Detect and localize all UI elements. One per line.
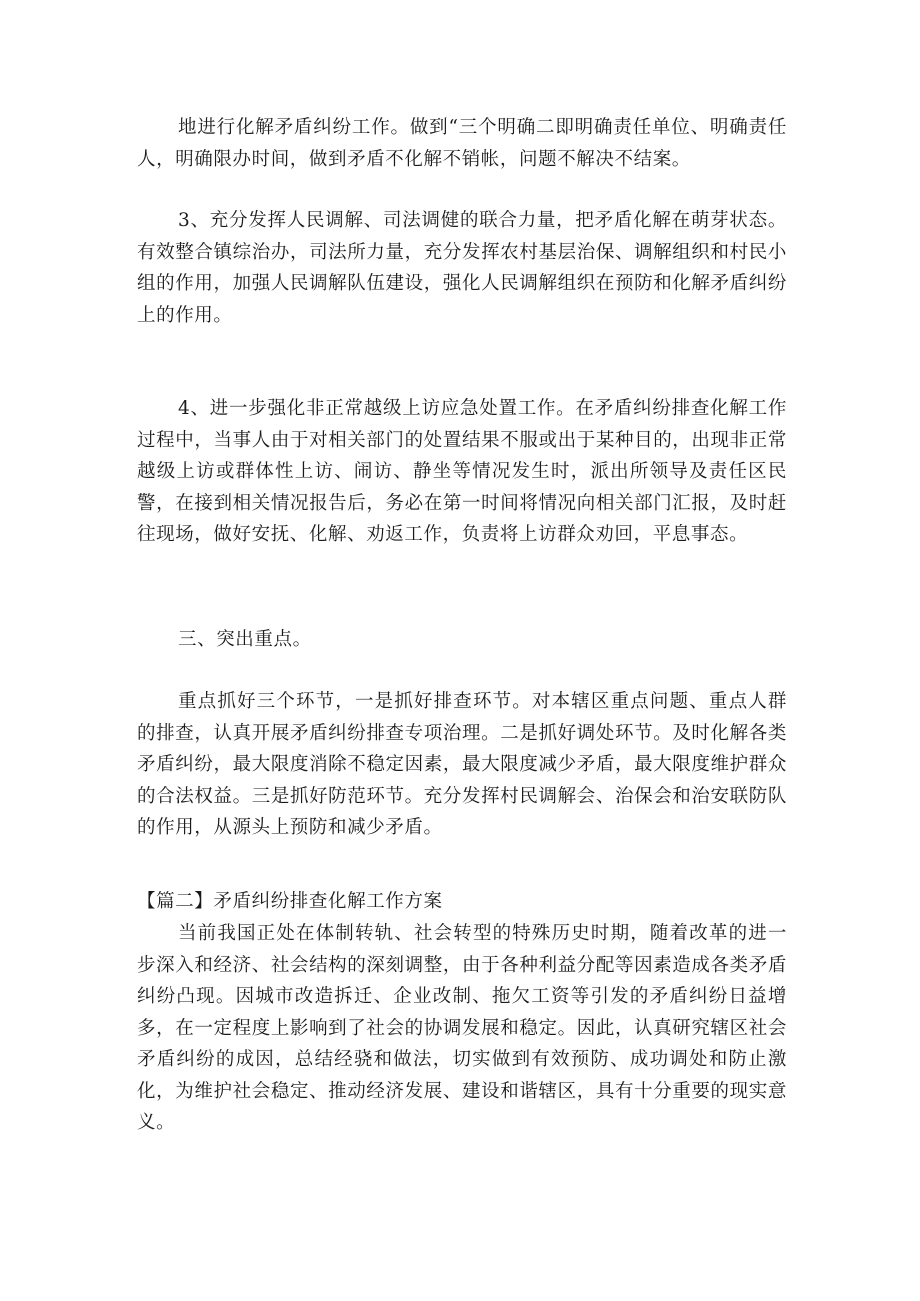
paragraph-section-intro: 当前我国正处在体制转轨、社会转型的特殊历史时期，随着改革的进一步深入和经济、社会结构的深刻调整，由于各种利益分配等因素造成各类矛盾纠纷凸现。因城市改造拆迁、企业改制、拖欠工资等引发的矛盾纠纷日益增多，在一定程度上影响到了社会的协调发展和稳定。因此，认真研究辖区社会矛盾纠纷的成因，总结经骁和做法，切实做到有效预防、成功调处和防止激化，为维护社会稳定、推动经济发展、建设和谐辖区，具有十分重要的现实意义。 (137, 923, 787, 1133)
section-heading: 【篇二】矛盾纠纷排查化解工作方案 (137, 891, 443, 912)
paragraph-focus-heading: 三、突出重点。 (178, 629, 312, 650)
paragraph-mediation-forces: 3、充分发挥人民调解、司法调健的联合力量，把矛盾化解在萌芽状态。有效整合镇综治办，司法所力量，充分发挥农村基层治保、调解组织和村民小组的作用，加强人民调解队伍建设，强化人民调解组织在预防和化解矛盾纠纷上的作用。 (137, 210, 787, 326)
paragraph-three-links: 重点抓好三个环节，一是抓好排查环节。对本辖区重点问题、重点人群的排查，认真开展矛盾纠纷排查专项治理。二是抓好调处环节。及时化解各类矛盾纠纷，最大限度消除不稳定因素，最大限度减少矛盾，最大限度维护群众的合法权益。三是抓好防范环节。充分发挥村民调解会、治保会和治安联防队的作用，从源头上预防和减少矛盾。 (137, 691, 787, 838)
paragraph-responsibility-clarity: 地进行化解矛盾纠纷工作。做到“三个明确二即明确责任单位、明确责任人，明确限办时间，做到矛盾不化解不销帐，问题不解决不结案。 (137, 117, 787, 170)
paragraph-emergency-petition-handling: 4、进一步强化非正常越级上访应急处置工作。在矛盾纠纷排查化解工作过程中，当事人由于对相关部门的处置结果不服或出于某种目的，出现非正常越级上访或群体性上访、闹访、静坐等情况发生时，派出所领导及责任区民警，在接到相关情况报告后，务必在第一时间将情况向相关部门汇报，及时赶往现场，做好安抚、化解、劝返工作，负责将上访群众劝回，平息事态。 (137, 398, 787, 545)
